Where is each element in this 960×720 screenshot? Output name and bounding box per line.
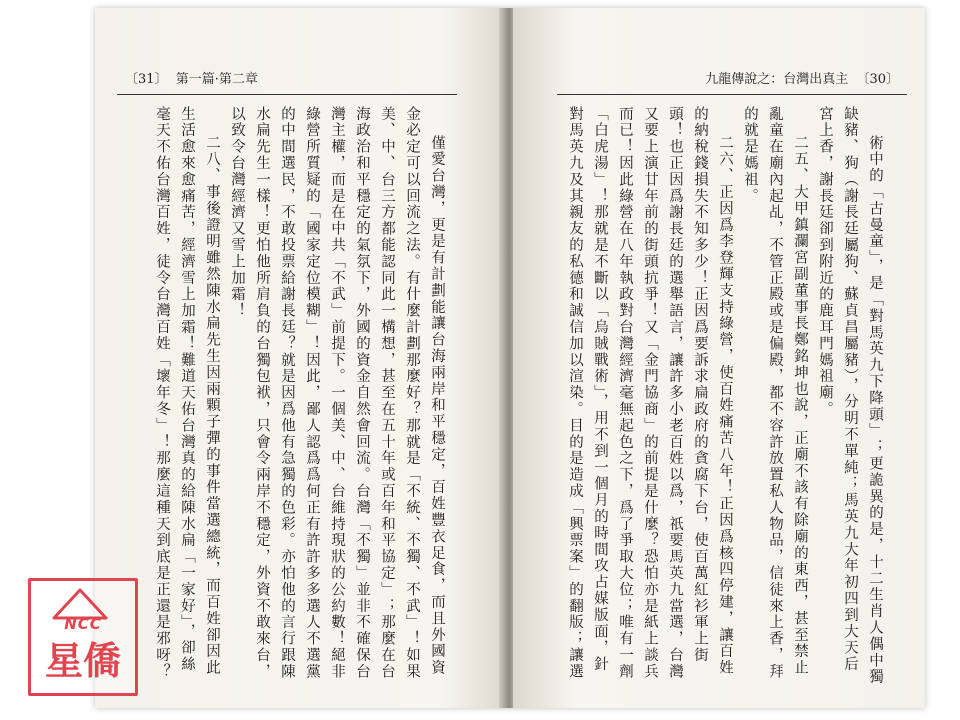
ncc-watermark-seal: [28, 578, 138, 696]
right-page-body: [565, 106, 887, 686]
left-page: [95, 8, 505, 708]
left-header-rule: [117, 94, 457, 95]
left-page-header-title: 第一篇·第二章: [175, 72, 258, 87]
seal-name: 星僑: [44, 639, 121, 683]
right-paragraph: 二五、大甲鎮瀾宮副董事長鄭銘坤也說，正廟不該有除廟的東西，甚至禁止亂童在廟內起乩，不管正殿或是偏殿，都不容許放置私人物品，信徒來上香，拜的就是媽祖。: [742, 106, 808, 680]
open-book: [95, 8, 925, 708]
left-paragraph: 僅愛台灣，更是有計劃能讓台海兩岸和平穩定，百姓豐衣足食，而且外國資金必定可以回流之法。有什麼計劃那麼好？那就是「不統、不獨、不武」！如果美、中、台三方都能認同此一構想，甚至在五十年或百年和平協定」；那麼在台海政治和平穩定的氣氛下，外國的資金自然會回流。台灣「不獨」並非不確保台灣主權，而是在中共「不武」前提下。一個美、中、台維持現狀的公約數！絕非綠營所質疑的「國家定位模糊」！因此，鄙人認爲爲何正有許許多多選人不選黨的中間選民，不敢投票給謝長廷？就是因爲他有急獨的色彩。亦怕他的言行跟陳水扁先生一樣！更怕他所肩負的台獨包袱，只會令兩岸不穩定，外資不敢來台，以致令台灣經濟又雪上加霜！: [229, 106, 445, 680]
left-page-body: [153, 106, 449, 686]
right-page-header-title: 九龍傳說之：台灣出真主: [705, 72, 849, 87]
right-page-header: [705, 68, 903, 92]
left-paragraph: 二八、事後證明雖然陳水扁先生因兩顆子彈的事件當選總統，而百姓卻因此生活愈來愈痛苦，經濟雪上加霜！難道天佑台灣真的給陳水扁「一家好」，卻絲毫天不佑台灣百姓，徒令台灣百姓「壞年冬」！那麼這種天到底是正還是邪呀？: [154, 106, 220, 680]
right-page: [513, 8, 925, 708]
right-paragraph: 術中的「古曼童」，是「對馬英九下降頭」；更詭異的是，十二生肖人偶中獨缺豬、狗（謝長廷屬狗、蘇貞昌屬豬），分明不單純；馬英九大年初四到大天后宮上香，謝長廷卻到附近的鹿耳門媽祖廟。: [817, 106, 883, 686]
seal-letters: NCC: [64, 615, 102, 633]
left-page-header: [121, 68, 258, 92]
right-page-number: 〔30〕: [856, 72, 899, 87]
right-header-rule: [557, 94, 907, 95]
left-page-number: 〔31〕: [125, 72, 168, 87]
right-paragraph: 二六、正因爲李登輝支持綠營，使百姓痛苦八年！正因爲核四停建，讓百姓的納稅錢損失不知多少！正因爲要訴求扁政府的貪腐下台，使百萬紅衫軍上街頭！也正因爲謝長廷的選舉語言，讓許多小老百姓以爲，祇要馬英九當選，台灣又要上演廿年前的街頭抗爭！又「金門協商」的前提是什麼？恐怕亦是紙上談兵而已！因此綠營在八年執政對台灣經濟毫無起色之下，爲了爭取大位；唯有一劑「白虎湯」！那就是不斷以「烏賊戰術」，用不到一個月的時間攻占媒版面，針對馬英九及其親友的私德和誠信加以渲染。目的是造成「興票案」的翻版；讓選: [567, 106, 733, 680]
